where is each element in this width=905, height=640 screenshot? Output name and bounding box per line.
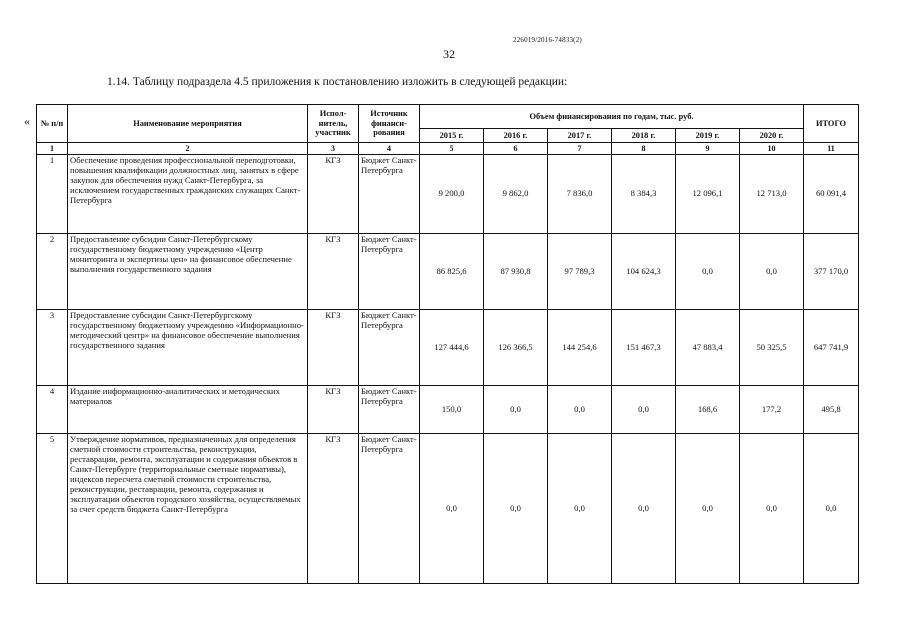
table-row [37, 234, 859, 310]
activity-name: Утверждение нормативов, предназначенных для определения сметной стоимости строительства, реконструкции, реставрации, ремонта, эксплуатации и содержания объектов в Санкт-Петербурге (территориальные сметные нормативы), индексов пересчета сметной стоимости строительства, реконструкции, реставрации, ремонта, содержания и эксплуатации объектов городского хозяйства, осуществляемых за счет средств бюджета Санкт-Петербурга [68, 434, 308, 584]
header-year: 2015 г. [420, 129, 484, 143]
funding-value: 177,2 [740, 386, 804, 434]
funding-value: 0,0 [484, 386, 548, 434]
funding-value: 127 444,6 [420, 310, 484, 386]
row-total: 495,8 [804, 386, 859, 434]
funding-value: 50 325,5 [740, 310, 804, 386]
funding-value: 47 883,4 [676, 310, 740, 386]
header-year: 2019 г. [676, 129, 740, 143]
funding-value: 0,0 [740, 234, 804, 310]
opening-quote-mark: « [24, 114, 30, 128]
table-row [37, 155, 859, 234]
header-year: 2020 г. [740, 129, 804, 143]
funding-source: Бюджет Санкт-Петербурга [359, 155, 420, 234]
column-index-row [37, 143, 859, 155]
row-number: 2 [37, 234, 68, 310]
executor: КГЗ [308, 434, 359, 584]
header-num: № п/п [37, 105, 68, 143]
column-index: 1 [37, 143, 68, 155]
column-index: 7 [548, 143, 612, 155]
executor: КГЗ [308, 386, 359, 434]
funding-value: 0,0 [612, 434, 676, 584]
funding-source: Бюджет Санкт-Петербурга [359, 434, 420, 584]
header-total: ИТОГО [804, 105, 859, 143]
funding-value: 97 789,3 [548, 234, 612, 310]
row-total: 0,0 [804, 434, 859, 584]
activity-name: Предоставление субсидии Санкт-Петербургскому государственному бюджетному учреждению «Информационно-методический центр» на финансовое обеспечение выполнения государственного задания [68, 310, 308, 386]
funding-value: 7 836,0 [548, 155, 612, 234]
column-index: 5 [420, 143, 484, 155]
activity-name: Предоставление субсидии Санкт-Петербургскому государственному бюджетному учреждению «Центр мониторинга и экспертизы цен» на финансовое обеспечение выполнения государственного задания [68, 234, 308, 310]
executor: КГЗ [308, 310, 359, 386]
funding-value: 86 825,6 [420, 234, 484, 310]
column-index: 2 [68, 143, 308, 155]
column-index: 9 [676, 143, 740, 155]
funding-value: 12 096,1 [676, 155, 740, 234]
column-index: 11 [804, 143, 859, 155]
funding-value: 168,6 [676, 386, 740, 434]
row-total: 377 170,0 [804, 234, 859, 310]
header-funding-group: Объем финансирования по годам, тыс. руб. [420, 105, 804, 129]
row-total: 60 091,4 [804, 155, 859, 234]
row-number: 3 [37, 310, 68, 386]
header-year: 2017 г. [548, 129, 612, 143]
funding-table [36, 104, 859, 584]
column-index: 3 [308, 143, 359, 155]
row-number: 4 [37, 386, 68, 434]
funding-value: 0,0 [676, 234, 740, 310]
header-executor: Испол-нитель, участник [308, 105, 359, 143]
funding-source: Бюджет Санкт-Петербурга [359, 234, 420, 310]
column-index: 10 [740, 143, 804, 155]
funding-value: 151 467,3 [612, 310, 676, 386]
funding-source: Бюджет Санкт-Петербурга [359, 310, 420, 386]
funding-value: 0,0 [548, 386, 612, 434]
activity-name: Издание информационно-аналитических и методических материалов [68, 386, 308, 434]
table-row [37, 434, 859, 584]
funding-value: 0,0 [484, 434, 548, 584]
funding-value: 8 384,3 [612, 155, 676, 234]
header-year: 2018 г. [612, 129, 676, 143]
funding-value: 0,0 [740, 434, 804, 584]
column-index: 4 [359, 143, 420, 155]
page-number: 32 [443, 47, 455, 61]
funding-value: 0,0 [420, 434, 484, 584]
funding-value: 87 930,8 [484, 234, 548, 310]
funding-value: 0,0 [548, 434, 612, 584]
intro-paragraph: 1.14. Таблицу подраздела 4.5 приложения к постановлению изложить в следующей редакции: [107, 76, 568, 88]
column-index: 6 [484, 143, 548, 155]
funding-value: 144 254,6 [548, 310, 612, 386]
row-number: 1 [37, 155, 68, 234]
table-row [37, 310, 859, 386]
document-code: 226019/2016-74833(2) [513, 36, 582, 44]
funding-value: 0,0 [676, 434, 740, 584]
funding-value: 150,0 [420, 386, 484, 434]
executor: КГЗ [308, 234, 359, 310]
funding-value: 0,0 [612, 386, 676, 434]
funding-value: 9 862,0 [484, 155, 548, 234]
column-index: 8 [612, 143, 676, 155]
header-source: Источник финанси-рования [359, 105, 420, 143]
activity-name: Обеспечение проведения профессиональной переподготовки, повышения квалификации должностных лиц, занятых в сфере закупок для обеспечения нужд Санкт-Петербурга, за исключением государственных гражданских служащих Санкт-Петербурга [68, 155, 308, 234]
funding-value: 126 366,5 [484, 310, 548, 386]
funding-value: 9 200,0 [420, 155, 484, 234]
header-name: Наименование мероприятия [68, 105, 308, 143]
table-row [37, 386, 859, 434]
funding-value: 12 713,0 [740, 155, 804, 234]
executor: КГЗ [308, 155, 359, 234]
funding-source: Бюджет Санкт-Петербурга [359, 386, 420, 434]
header-year: 2016 г. [484, 129, 548, 143]
funding-value: 104 624,3 [612, 234, 676, 310]
row-total: 647 741,9 [804, 310, 859, 386]
row-number: 5 [37, 434, 68, 584]
